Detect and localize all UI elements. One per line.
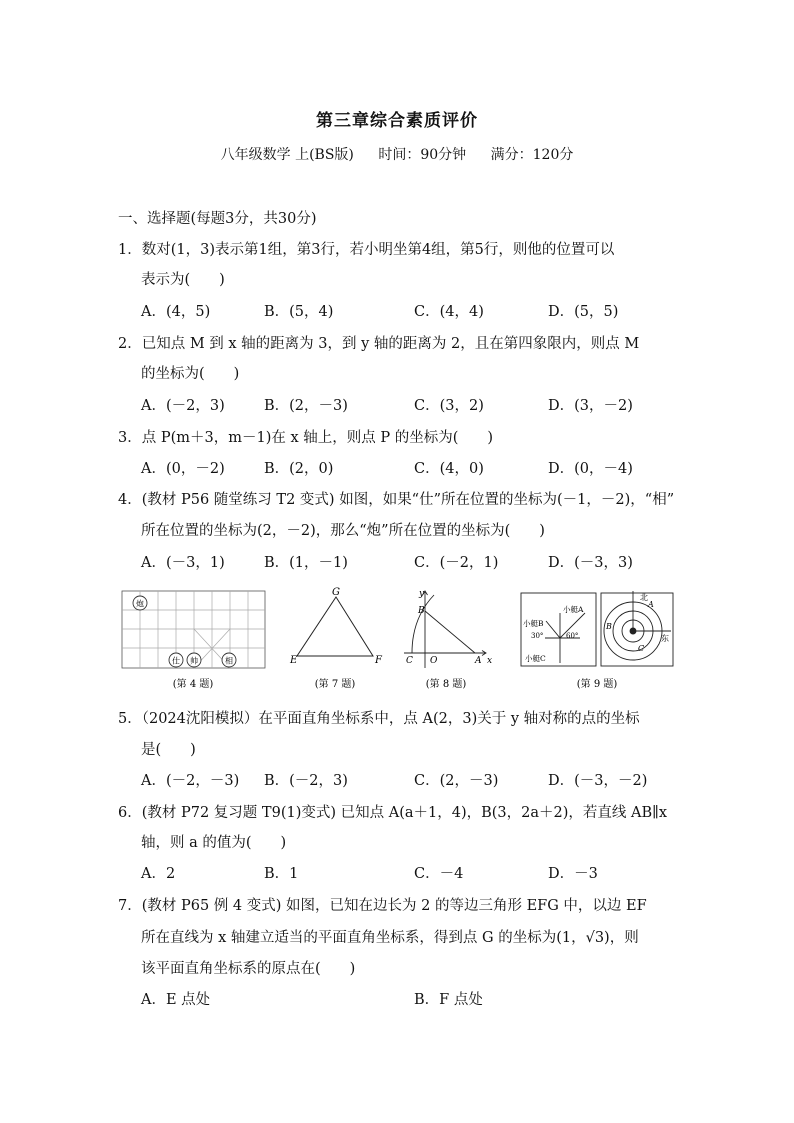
fig9-caption: (第 9 题) xyxy=(576,679,618,690)
q3-option-d: D．(0，－4) xyxy=(548,461,633,477)
q1-line2: 表示为( ) xyxy=(141,272,225,288)
score-label: 满分：120分 xyxy=(490,147,574,163)
fig8-label-y: y xyxy=(419,589,425,599)
fig9-point-b: B xyxy=(606,622,612,631)
fig9-point-a: A xyxy=(648,600,654,609)
fig4-piece-pao xyxy=(133,596,147,610)
q5-option-a: A．(－2，－3) xyxy=(141,773,240,789)
fig8-label-x: x xyxy=(487,656,493,666)
q2-option-d: D．(3，－2) xyxy=(548,398,633,414)
q6-line2: 轴，则 a 的值为( ) xyxy=(141,835,287,851)
section-heading: 一、选择题(每题3分，共30分) xyxy=(118,211,317,227)
q1-option-c: C．(4，4) xyxy=(414,304,484,320)
fig9-north-label: 北 xyxy=(640,593,648,602)
q7-line2: 所在直线为 x 轴建立适当的平面直角坐标系，得到点 G 的坐标为(1，√3)，则 xyxy=(141,930,639,946)
q7-option-b: B．F 点处 xyxy=(414,992,483,1008)
q4-line2: 所在位置的坐标为(2，－2)，那么“炮”所在位置的坐标为( ) xyxy=(141,523,545,539)
fig9-label-boat-a: 小艇A xyxy=(563,605,584,614)
q4-option-d: D．(－3，3) xyxy=(548,555,633,571)
fig4-piece-shuai xyxy=(187,653,201,667)
fig9-label-boat-b: 小艇B xyxy=(523,619,544,628)
fig9-angle-30: 30° xyxy=(531,632,544,640)
q2-option-b: B．(2，－3) xyxy=(264,398,348,414)
fig8-label-o: O xyxy=(430,656,438,666)
q1-option-d: D．(5，5) xyxy=(548,304,619,320)
q1-option-a: A．(4，5) xyxy=(141,304,211,320)
figures-row xyxy=(0,583,794,693)
q2-option-c: C．(3，2) xyxy=(414,398,484,414)
q4-option-a: A．(－3，1) xyxy=(141,555,225,571)
q3-option-c: C．(4，0) xyxy=(414,461,484,477)
q3-line1: 3．点 P(m＋3，m－1)在 x 轴上，则点 P 的坐标为( ) xyxy=(118,430,494,446)
q2-line1: 2．已知点 M 到 x 轴的距离为 3，到 y 轴的距离为 2，且在第四象限内，则点 M xyxy=(118,336,640,352)
q6-option-b: B．1 xyxy=(264,866,299,882)
q7-line1: 7．(教材 P65 例 4 变式) 如图，已知在边长为 2 的等边三角形 EFG 中，以边 EF xyxy=(118,898,647,914)
svg-text:炮: 炮 xyxy=(136,599,144,609)
q7-line3: 该平面直角坐标系的原点在( ) xyxy=(141,961,356,977)
q6-option-c: C．－4 xyxy=(414,866,464,882)
fig7-caption: (第 7 题) xyxy=(314,679,356,690)
fig8-diagram xyxy=(404,591,486,668)
page-title: 第三章综合素质评价 xyxy=(316,111,478,131)
fig7-label-g: G xyxy=(332,587,340,598)
fig4-piece-xiang xyxy=(222,653,236,667)
fig7-label-f: F xyxy=(375,655,382,666)
q2-line2: 的坐标为( ) xyxy=(141,366,240,382)
q5-option-b: B．(－2，3) xyxy=(264,773,348,789)
q3-option-b: B．(2，0) xyxy=(264,461,334,477)
svg-text:仕: 仕 xyxy=(172,656,180,666)
q5-line1: 5．（2024沈阳模拟）在平面直角坐标系中，点 A(2，3)关于 y 轴对称的点的坐标 xyxy=(118,711,640,727)
svg-text:相: 相 xyxy=(225,656,233,666)
q3-option-a: A．(0，－2) xyxy=(141,461,225,477)
q4-option-c: C．(－2，1) xyxy=(414,555,499,571)
time-label: 时间：90分钟 xyxy=(378,147,467,163)
q6-option-d: D．－3 xyxy=(548,866,598,882)
fig9-angle-60: 60° xyxy=(566,632,579,640)
q5-option-d: D．(－3，－2) xyxy=(548,773,648,789)
fig8-caption: (第 8 题) xyxy=(425,679,467,690)
fig9-point-c: C xyxy=(638,644,645,653)
q7-option-a: A．E 点处 xyxy=(141,992,211,1008)
exam-info xyxy=(0,144,794,164)
grade-label: 八年级数学 上(BS版) xyxy=(220,147,354,163)
fig7-label-e: E xyxy=(290,655,298,666)
fig8-label-a: A xyxy=(475,656,482,666)
q2-option-a: A．(－2，3) xyxy=(141,398,225,414)
q1-option-b: B．(5，4) xyxy=(264,304,334,320)
fig8-label-c: C xyxy=(406,656,413,666)
fig4-piece-shi xyxy=(169,653,183,667)
fig8-label-b: B xyxy=(418,606,425,616)
q5-line2: 是( ) xyxy=(141,742,196,758)
q5-option-c: C．(2，－3) xyxy=(414,773,499,789)
fig9-label-boat-c: 小艇C xyxy=(525,654,546,663)
q1-line1: 1．数对(1，3)表示第1组，第3行，若小明坐第4组，第5行，则他的位置可以 xyxy=(118,242,615,258)
fig4-caption: (第 4 题) xyxy=(172,679,214,690)
q4-option-b: B．(1，－1) xyxy=(264,555,348,571)
fig9-east-label: 东 xyxy=(661,634,669,643)
svg-text:帅: 帅 xyxy=(190,656,198,666)
fig7-triangle xyxy=(297,597,373,656)
q6-line1: 6．(教材 P72 复习题 T9(1)变式) 已知点 A(a＋1，4)，B(3，2a＋2)，若直线 AB∥x xyxy=(118,805,668,821)
q4-line1: 4．(教材 P56 随堂练习 T2 变式) 如图，如果“仕”所在位置的坐标为(－1，－2)，“相” xyxy=(118,492,675,508)
q6-option-a: A．2 xyxy=(141,866,176,882)
